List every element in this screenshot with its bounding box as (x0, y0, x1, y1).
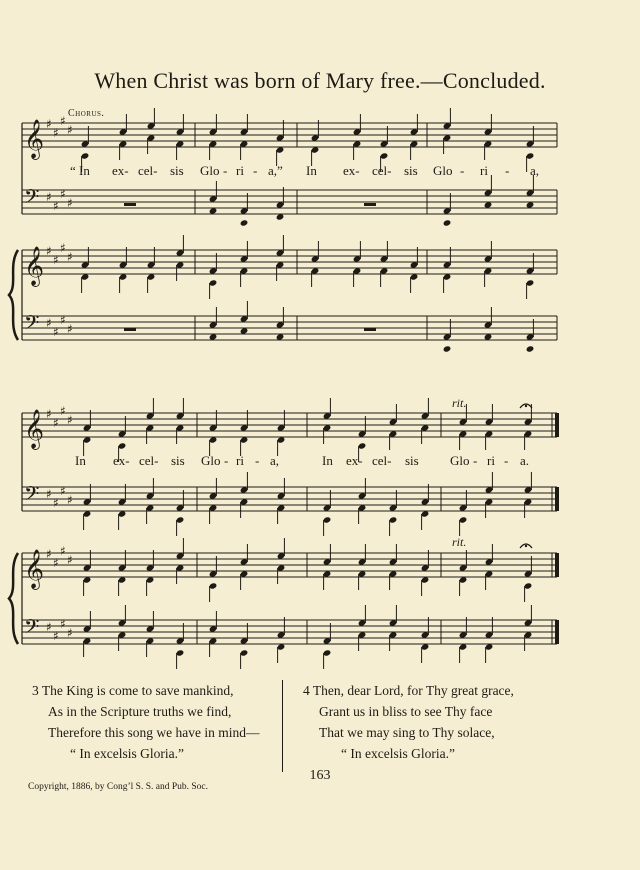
sharp-sign: ♯ (60, 114, 66, 128)
lyric-syllable: - (223, 163, 228, 178)
sharp-sign: ♯ (67, 553, 73, 567)
ritardando-marking: rit. (452, 535, 467, 549)
fermata-dot (525, 545, 527, 547)
verse-4 (303, 680, 514, 764)
lyric-syllable: - (505, 163, 510, 178)
bass-clef: 𝄢 (24, 185, 40, 213)
lyric-syllable: In (306, 163, 317, 178)
verse-line: That we may sing to Thy solace, (319, 725, 495, 740)
sharp-sign: ♯ (67, 322, 73, 336)
sharp-sign: ♯ (53, 496, 59, 510)
lyric-syllable: cel- (372, 163, 392, 178)
piano-brace (9, 553, 18, 644)
ritardando-marking: rit. (452, 396, 467, 410)
note-head (443, 345, 452, 352)
lyric-syllable: Glo (433, 163, 453, 178)
lyric-syllable: ex- (112, 163, 129, 178)
lyric-syllable: - (504, 453, 509, 468)
sharp-sign: ♯ (60, 617, 66, 631)
sharp-sign: ♯ (60, 187, 66, 201)
sharp-sign: ♯ (53, 629, 59, 643)
verse-line: Therefore this song we have in mind— (48, 725, 260, 740)
fermata-dot (525, 405, 527, 407)
sharp-sign: ♯ (53, 416, 59, 430)
lyric-syllable: sis (170, 163, 184, 178)
sharp-sign: ♯ (46, 117, 52, 131)
bass-clef: 𝄢 (24, 482, 40, 510)
sharp-sign: ♯ (53, 126, 59, 140)
lyric-syllable: - (473, 453, 478, 468)
note-head (443, 219, 452, 226)
sharp-sign: ♯ (53, 556, 59, 570)
bass-clef: 𝄢 (24, 311, 40, 339)
lyric-syllable: a, (270, 453, 280, 468)
verse-line: Grant us in bliss to see Thy face (319, 704, 493, 719)
sharp-sign: ♯ (53, 325, 59, 339)
sharp-sign: ♯ (46, 547, 52, 561)
sharp-sign: ♯ (67, 250, 73, 264)
sharp-sign: ♯ (67, 626, 73, 640)
verse-line: The King is come to save mankind, (41, 683, 234, 698)
sharp-sign: ♯ (46, 190, 52, 204)
treble-clef: 𝄞 (24, 409, 45, 449)
lyric-syllable: cel- (139, 453, 159, 468)
lyric-syllable: - (460, 163, 465, 178)
sharp-sign: ♯ (46, 620, 52, 634)
lyric-syllable: cel- (372, 453, 392, 468)
sharp-sign: ♯ (46, 316, 52, 330)
sharp-sign: ♯ (60, 544, 66, 558)
verse-line: As in the Scripture truths we find, (48, 704, 232, 719)
lyric-syllable: ri (236, 453, 244, 468)
lyric-syllable: ex- (346, 453, 363, 468)
sharp-sign: ♯ (67, 493, 73, 507)
lyric-syllable: cel- (138, 163, 158, 178)
verse-3 (32, 680, 259, 764)
rest-mark (124, 328, 136, 331)
verse-number: 3 (32, 683, 39, 698)
sharp-sign: ♯ (46, 407, 52, 421)
sharp-sign: ♯ (60, 241, 66, 255)
lyric-syllable: Glo (200, 163, 220, 178)
treble-clef: 𝄞 (24, 246, 45, 286)
sharp-sign: ♯ (46, 487, 52, 501)
lyric-syllable: - (255, 453, 260, 468)
page-number: 163 (309, 768, 331, 783)
note-head (526, 345, 535, 352)
lyric-syllable: sis (405, 453, 419, 468)
sharp-sign: ♯ (46, 244, 52, 258)
lyric-syllable: In (75, 453, 86, 468)
chorus-label: Chorus. (68, 108, 105, 119)
lyric-syllable: ex- (113, 453, 130, 468)
lyric-syllable: “ In (70, 163, 90, 178)
lyric-syllable: ex- (343, 163, 360, 178)
lyric-syllable: - (224, 453, 229, 468)
lyric-syllable: a, (530, 163, 540, 178)
lyric-syllable: sis (171, 453, 185, 468)
sharp-sign: ♯ (60, 313, 66, 327)
sharp-sign: ♯ (67, 196, 73, 210)
sharp-sign: ♯ (67, 413, 73, 427)
sharp-sign: ♯ (53, 253, 59, 267)
treble-clef: 𝄞 (24, 119, 45, 159)
rest-mark (124, 203, 136, 206)
rest-mark (364, 328, 376, 331)
treble-clef: 𝄞 (24, 549, 45, 589)
lyric-syllable: a,” (268, 163, 283, 178)
verse-line: “ In excelsis Gloria.” (70, 746, 184, 761)
copyright-notice: Copyright, 1886, by Cong’l S. S. and Pub. Soc. (28, 782, 208, 792)
rest-mark (364, 203, 376, 206)
lyric-syllable: ri (236, 163, 244, 178)
note-head (240, 219, 249, 226)
lyric-syllable: Glo (450, 453, 470, 468)
lyric-syllable: sis (404, 163, 418, 178)
verse-line: Then, dear Lord, for Thy great grace, (312, 683, 514, 698)
lyric-syllable: a. (520, 453, 530, 468)
sharp-sign: ♯ (53, 199, 59, 213)
sharp-sign: ♯ (60, 484, 66, 498)
verse-divider (282, 680, 283, 772)
lyric-syllable: ri (487, 453, 495, 468)
sharp-sign: ♯ (60, 404, 66, 418)
verse-number: 4 (303, 683, 310, 698)
piano-brace (9, 250, 18, 340)
lyric-syllable: In (322, 453, 333, 468)
lyric-syllable: - (253, 163, 258, 178)
lyric-syllable: ri (480, 163, 488, 178)
verse-line: “ In excelsis Gloria.” (341, 746, 455, 761)
hymn-title: When Christ was born of Mary free.—Concluded. (94, 68, 546, 93)
bass-clef: 𝄢 (24, 615, 40, 643)
sharp-sign: ♯ (67, 123, 73, 137)
lyric-syllable: Glo (201, 453, 221, 468)
